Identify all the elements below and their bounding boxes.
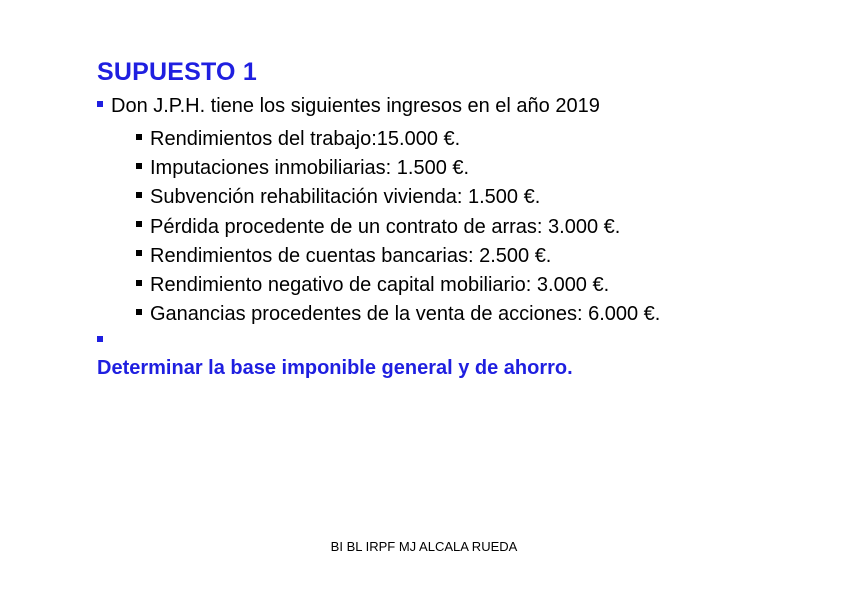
square-bullet-icon: [136, 250, 142, 256]
square-bullet-icon: [97, 101, 103, 107]
list-item-text: Pérdida procedente de un contrato de arras: 3.000 €.: [150, 215, 621, 238]
slide-footer: BI BL IRPF MJ ALCALA RUEDA: [330, 539, 518, 554]
list-item: [136, 183, 660, 212]
empty-bullet-icon: [97, 336, 103, 342]
square-bullet-icon: [136, 134, 142, 140]
square-bullet-icon: [136, 163, 142, 169]
income-list: [136, 125, 660, 329]
square-bullet-icon: [136, 309, 142, 315]
intro-line: [97, 95, 600, 118]
square-bullet-icon: [136, 192, 142, 198]
list-item-text: Imputaciones inmobiliarias: 1.500 €.: [150, 157, 470, 180]
list-item: [136, 300, 660, 329]
intro-text: Don J.P.H. tiene los siguientes ingresos en el año 2019: [111, 95, 600, 117]
task-statement: Determinar la base imponible general y de ahorro.: [97, 357, 573, 379]
list-item-text: Rendimientos de cuentas bancarias: 2.500 €.: [150, 244, 552, 267]
list-item-text: Rendimientos del trabajo:15.000 €.: [150, 128, 461, 150]
slide-title: SUPUESTO 1: [97, 58, 257, 86]
list-item: [136, 125, 660, 154]
list-item: [136, 213, 660, 242]
list-item-text: Rendimiento negativo de capital mobiliario: 3.000 €.: [150, 273, 610, 296]
square-bullet-icon: [136, 280, 142, 286]
list-item: [136, 271, 660, 300]
list-item: [136, 154, 660, 183]
list-item-text: Subvención rehabilitación vivienda: 1.500 €.: [150, 186, 541, 209]
list-item: [136, 242, 660, 271]
list-item-text: Ganancias procedentes de la venta de acciones: 6.000 €.: [150, 303, 661, 326]
square-bullet-icon: [136, 221, 142, 227]
